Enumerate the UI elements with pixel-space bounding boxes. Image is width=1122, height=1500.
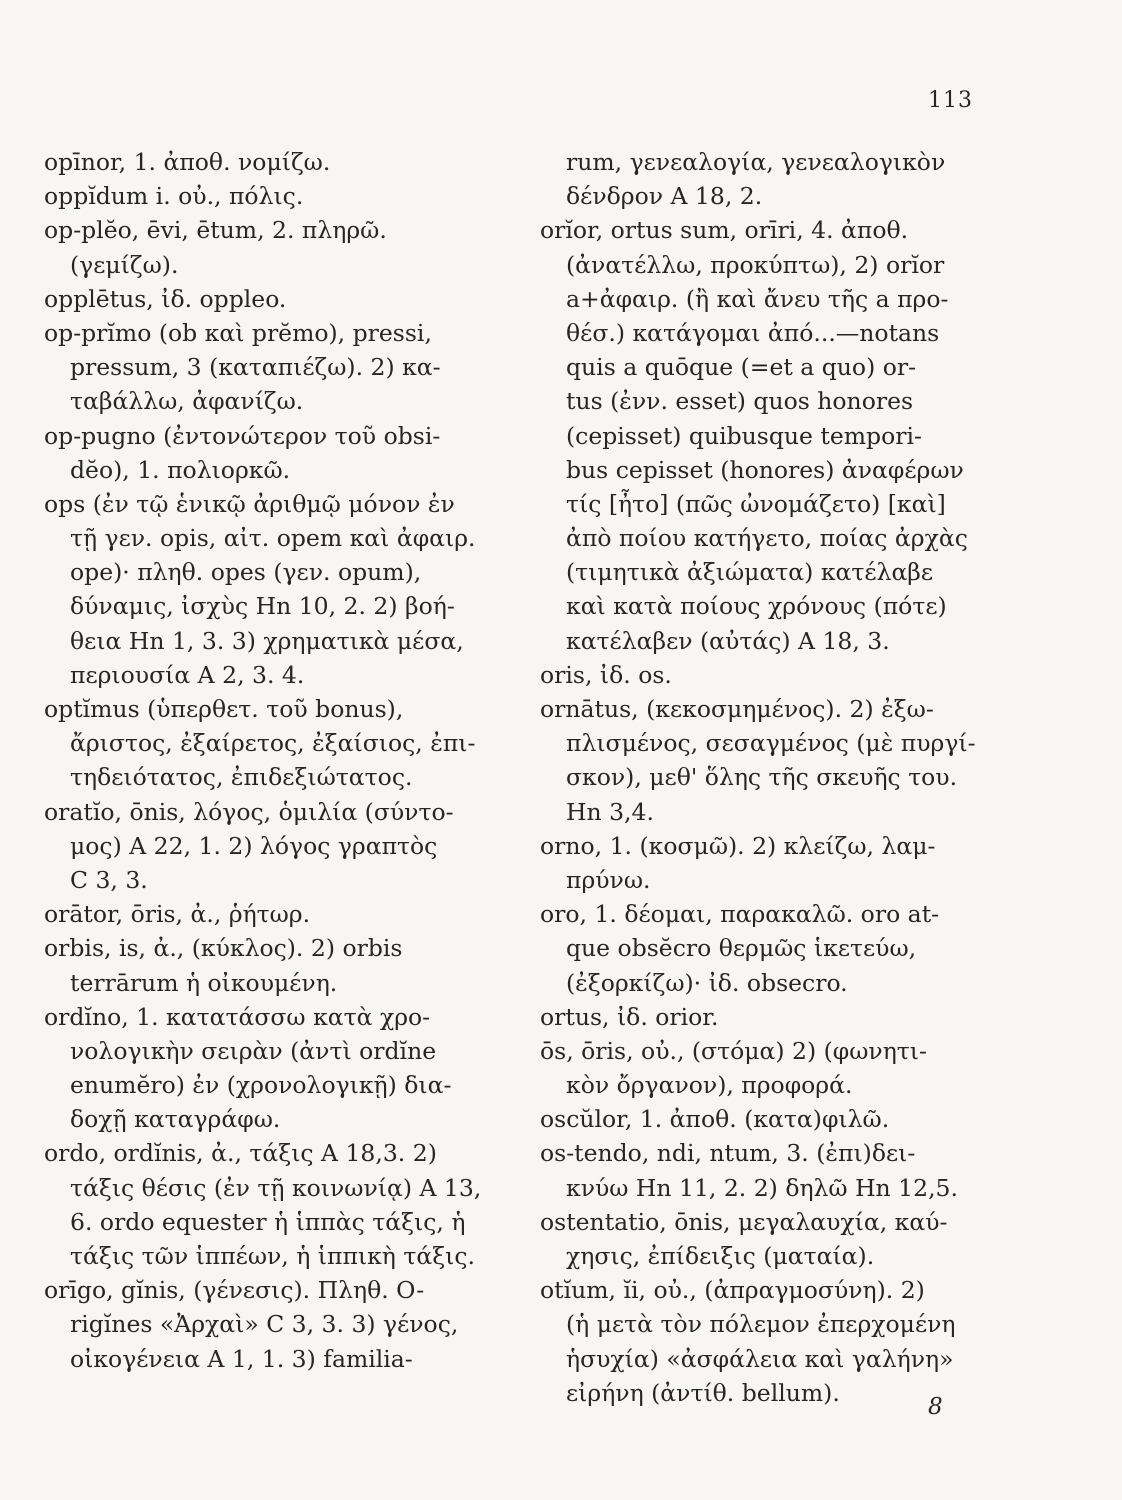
dictionary-line: quis a quōque (=et a quo) or-	[566, 353, 917, 382]
dictionary-line: opīnor, 1. ἀποθ. νομίζω.	[44, 148, 331, 176]
dictionary-line: τίς [ἦτο] (πῶς ὠνομάζετο) [καὶ]	[566, 489, 946, 518]
dictionary-line: opplētus, ἰδ. oppleo.	[44, 284, 287, 313]
dictionary-line: δοχῇ καταγράφω.	[70, 1105, 281, 1134]
dictionary-line: εἰρήνη (ἀντίθ. bellum).	[566, 1378, 840, 1407]
dictionary-line: σκον), μεθ' ὅλης τῆς σκευῆς του.	[566, 763, 958, 792]
dictionary-line: enumĕro) ἐν (χρονολογικῇ) δια-	[70, 1071, 452, 1100]
dictionary-line: 6. ordo equester ἡ ἱππὰς τάξις, ἡ	[70, 1207, 466, 1236]
right-column	[540, 145, 976, 1410]
dictionary-line: C 3, 3.	[70, 865, 148, 894]
dictionary-line: δύναμις, ἰσχὺς Hn 10, 2. 2) βοή-	[70, 592, 455, 621]
dictionary-line: otĭum, ĭi, οὐ., (ἀπραγμοσύνη). 2)	[540, 1276, 925, 1305]
dictionary-line: ordo, ordĭnis, ἀ., τάξις A 18,3. 2)	[44, 1139, 437, 1168]
dictionary-line: ope)· πληθ. opes (γεν. opum),	[70, 558, 422, 587]
dictionary-line: νολογικὴν σειρὰν (ἀντὶ ordĭne	[70, 1036, 437, 1065]
dictionary-line: τηδειότατος, ἐπιδεξιώτατος.	[70, 763, 413, 792]
dictionary-line: ἀπὸ ποίου κατήγετο, ποίας ἀρχὰς	[566, 524, 968, 553]
dictionary-line: περιουσία A 2, 3. 4.	[70, 660, 305, 689]
dictionary-line: θεια Hn 1, 3. 3) χρηματικὰ μέσα,	[70, 626, 464, 655]
dictionary-line: oscŭlor, 1. ἀποθ. (κατα)φιλῶ.	[540, 1105, 890, 1134]
dictionary-line: (ἐξορκίζω)· ἰδ. obsecro.	[566, 968, 848, 997]
dictionary-line: dĕo), 1. πολιορκῶ.	[70, 455, 291, 484]
dictionary-line: θέσ.) κατάγομαι ἀπό...—notans	[566, 318, 940, 347]
dictionary-line: ἡσυχία) «ἀσφάλεια καὶ γαλήνη»	[566, 1344, 954, 1373]
dictionary-line: Hn 3,4.	[566, 797, 654, 826]
dictionary-line: ornātus, (κεκοσμημένος). 2) ἐξω-	[540, 695, 934, 723]
dictionary-line: ops (ἐν τῷ ἑνικῷ ἀριθμῷ μόνον ἐν	[44, 489, 455, 518]
dictionary-line: oratĭo, ōnis, λόγος, ὁμιλία (σύντο-	[44, 797, 454, 826]
dictionary-line: τάξις θέσις (ἐν τῇ κοινωνίᾳ) A 13,	[70, 1173, 482, 1202]
dictionary-line: oppĭdum i. οὐ., πόλις.	[44, 182, 304, 211]
dictionary-line: (cepisset) quibusque tempori-	[566, 421, 922, 450]
dictionary-line: orbis, is, ἀ., (κύκλος). 2) orbis	[44, 934, 403, 963]
dictionary-line: πλισμένος, σεσαγμένος (μὲ πυργί-	[566, 729, 976, 758]
dictionary-line: τῇ γεν. opis, αἰτ. opem καὶ ἀφαιρ.	[70, 524, 476, 553]
dictionary-line: bus cepisset (honores) ἀναφέρων	[566, 455, 964, 484]
dictionary-line: rigĭnes «Ἀρχαὶ» C 3, 3. 3) γένος,	[70, 1310, 459, 1339]
dictionary-line: ταβάλλω, ἀφανίζω.	[70, 387, 304, 416]
dictionary-line: μος) A 22, 1. 2) λόγος γραπτὸς	[70, 831, 438, 860]
dictionary-line: orno, 1. (κοσμῶ). 2) κλείζω, λαμ-	[540, 831, 936, 860]
dictionary-line: a+ἀφαιρ. (ἢ καὶ ἄνευ τῆς a προ-	[566, 284, 949, 313]
dictionary-line: πρύνω.	[566, 865, 651, 894]
dictionary-line: (ἀνατέλλω, προκύπτω), 2) orĭor	[566, 250, 945, 279]
dictionary-line: δένδρον A 18, 2.	[566, 182, 763, 211]
dictionary-line: καὶ κατὰ ποίους χρόνους (πότε)	[566, 592, 947, 621]
dictionary-line: ostentatio, ōnis, μεγαλαυχία, καύ-	[540, 1207, 948, 1236]
dictionary-line: κὸν ὄργανον), προφορά.	[566, 1071, 853, 1100]
signature-mark: 8	[928, 1394, 943, 1420]
dictionary-line: pressum, 3 (καταπιέζω). 2) κα-	[70, 353, 441, 382]
dictionary-line: oris, ἰδ. os.	[540, 660, 672, 689]
dictionary-line: orātor, ōris, ἀ., ῥήτωρ.	[44, 900, 311, 929]
dictionary-line: τάξις τῶν ἱππέων, ἡ ἱππικὴ τάξις.	[70, 1242, 476, 1270]
dictionary-line: κατέλαβεν (αὐτάς) A 18, 3.	[566, 626, 890, 655]
dictionary-line: (ἡ μετὰ τὸν πόλεμον ἐπερχομένη	[566, 1310, 956, 1339]
dictionary-line: κνύω Hn 11, 2. 2) δηλῶ Hn 12,5.	[566, 1173, 958, 1202]
dictionary-line: ōs, ōris, οὐ., (στόμα) 2) (φωνητι-	[540, 1036, 927, 1065]
dictionary-line: op-pugno (ἐντονώτερον τοῦ obsi-	[44, 421, 441, 450]
dictionary-line: que obsĕcro θερμῶς ἱκετεύω,	[566, 934, 917, 963]
page-number: 113	[928, 88, 973, 113]
dictionary-line: optĭmus (ὑπερθετ. τοῦ bonus),	[44, 695, 404, 723]
left-column	[44, 145, 514, 1376]
dictionary-line: orīgo, gĭnis, (γένεσις). Πληθ. O-	[44, 1276, 425, 1305]
dictionary-line: χησις, ἐπίδειξις (ματαία).	[566, 1242, 875, 1270]
dictionary-line: os-tendo, ndi, ntum, 3. (ἐπι)δει-	[540, 1139, 916, 1168]
dictionary-line: (γεμίζω).	[70, 250, 179, 279]
dictionary-line: oro, 1. δέομαι, παρακαλῶ. oro at-	[540, 900, 940, 929]
dictionary-line: (τιμητικὰ ἀξιώματα) κατέλαβε	[566, 558, 934, 587]
dictionary-line: οἰκογένεια A 1, 1. 3) familia-	[70, 1344, 413, 1373]
dictionary-line: ordĭno, 1. κατατάσσω κατὰ χρο-	[44, 1002, 431, 1031]
dictionary-line: ortus, ἰδ. orior.	[540, 1002, 719, 1031]
dictionary-line: orĭor, ortus sum, orīri, 4. ἀποθ.	[540, 216, 909, 245]
dictionary-line: ἄριστος, ἐξαίρετος, ἐξαίσιος, ἐπι-	[70, 729, 476, 758]
dictionary-line: terrārum ἡ οἰκουμένη.	[70, 968, 338, 997]
dictionary-line: tus (ἐνν. esset) quos honores	[566, 387, 914, 416]
dictionary-line: op-prĭmo (ob καὶ prĕmo), pressi,	[44, 318, 432, 347]
dictionary-line: rum, γενεαλογία, γενεαλογικὸν	[566, 148, 946, 176]
dictionary-line: op-plĕo, ēvi, ētum, 2. πληρῶ.	[44, 216, 387, 245]
